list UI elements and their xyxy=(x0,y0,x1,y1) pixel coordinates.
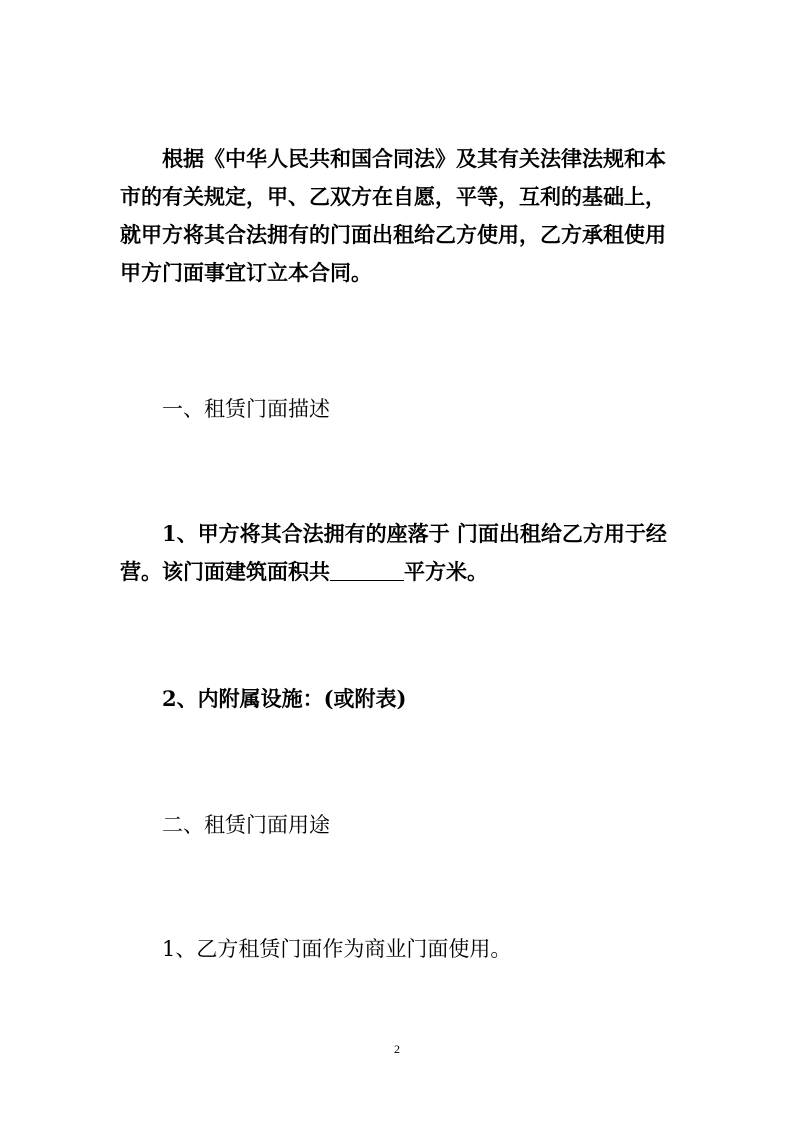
intro-paragraph: 根据《中华人民共和国合同法》及其有关法律法规和本市的有关规定，甲、乙双方在自愿，平等，互利的基础上，就甲方将其合法拥有的门面出租给乙方使用，乙方承租使用甲方门面事宜订立本合同。 xyxy=(120,146,666,285)
area-blank-line xyxy=(330,560,404,581)
page-number: 2 xyxy=(394,1042,400,1056)
use-item-1-paragraph: 1、乙方租赁门面作为商业门面使用。 xyxy=(162,937,512,961)
item-1-text-part2: 平方米。 xyxy=(404,559,488,584)
section-heading-lease-description: 一、租赁门面描述 xyxy=(162,397,330,421)
item-1-text-part1: 1、甲方将其合法拥有的座落于 门面出租给乙方用于经营。该门面建筑面积共 xyxy=(120,521,667,584)
item-1-paragraph xyxy=(120,515,680,591)
item-2-paragraph: 2、内附属设施：(或附表) xyxy=(162,686,407,711)
section-heading-lease-use: 二、租赁门面用途 xyxy=(162,813,330,837)
